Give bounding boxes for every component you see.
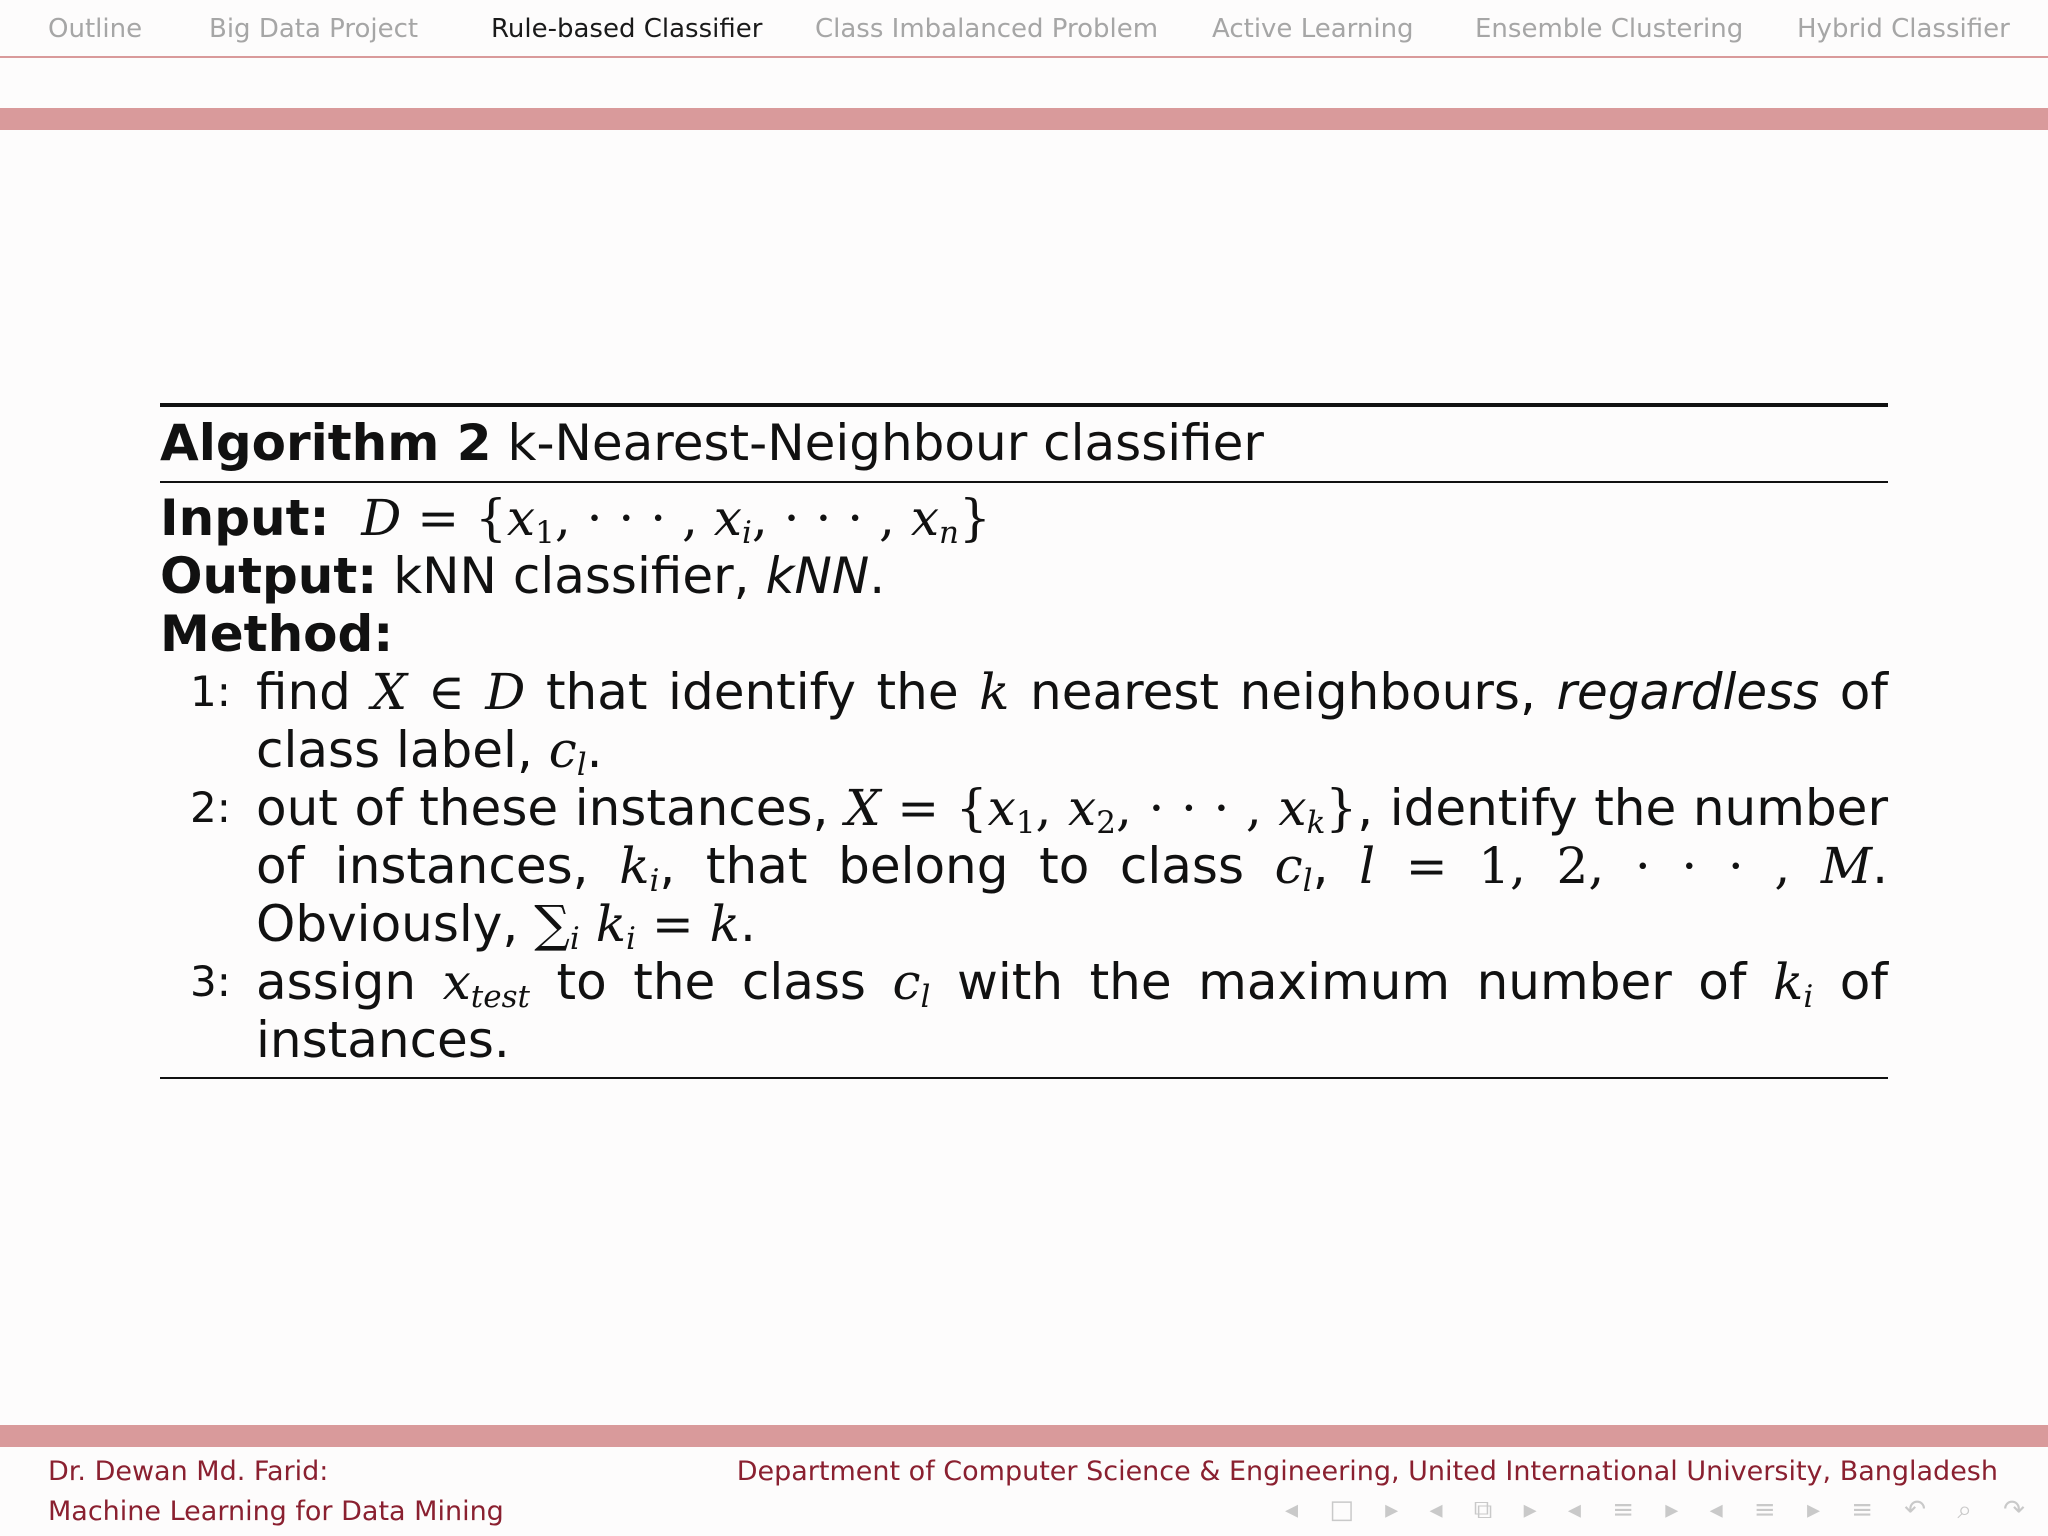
search-icon[interactable]: ⌕	[1957, 1494, 1972, 1525]
step-number-3: 3:	[190, 957, 231, 1006]
next-arrow-icon[interactable]: ▸	[1385, 1495, 1399, 1525]
nav-item-hybrid-classifier[interactable]: Hybrid Classifier	[1797, 14, 2010, 44]
next-arrow-icon[interactable]: ▸	[1523, 1495, 1537, 1525]
method-label: Method:	[160, 605, 394, 663]
output-var: kNN	[765, 547, 870, 605]
step-2: 2: out of these instances, $X = \{x_1$, $x_2$, · · · , $x_k$}, identify the number of instances, $k_i$, that belong to class $c_l$, l = 1, 2, · · · , M. Obviously, $\sum_i$ $k_i = k$.	[190, 779, 1888, 957]
next-arrow-icon[interactable]: ▸	[1665, 1495, 1679, 1525]
input-line: Input: $D = \{x_1$, · · · , $x_i$, · · · , $x_n$}	[160, 489, 991, 551]
beamer-navigation-controls	[1285, 1494, 2025, 1526]
undo-icon[interactable]: ↶	[1904, 1495, 1927, 1525]
algorithm-name: k-Nearest-Neighbour classifier	[507, 414, 1264, 472]
output-label: Output:	[160, 547, 378, 605]
outline-icon[interactable]: ≡	[1851, 1495, 1874, 1525]
section-navigation	[0, 0, 2048, 58]
prev-arrow-icon[interactable]: ◂	[1709, 1495, 1723, 1525]
algorithm-box	[160, 403, 1888, 1079]
header-band	[0, 108, 2048, 130]
algorithm-title	[160, 407, 1888, 483]
algorithm-body	[160, 483, 1888, 1077]
step-number-2: 2:	[190, 783, 231, 832]
step-1: 1: find X ∈ D that identify the k nearest neighbours, regardless of class label, $c_l$.	[190, 663, 1888, 783]
prev-arrow-icon[interactable]: ◂	[1429, 1495, 1443, 1525]
nav-item-big-data-project[interactable]: Big Data Project	[209, 14, 419, 44]
input-formula: D	[361, 489, 402, 547]
output-text: kNN classifier,	[393, 547, 750, 605]
frame-icon[interactable]: □	[1329, 1495, 1354, 1525]
footer-author: Dr. Dewan Md. Farid:	[48, 1456, 329, 1487]
input-label: Input:	[160, 489, 330, 547]
nav-item-class-imbalanced-problem[interactable]: Class Imbalanced Problem	[815, 14, 1159, 44]
next-arrow-icon[interactable]: ▸	[1806, 1495, 1820, 1525]
nav-item-active-learning[interactable]: Active Learning	[1212, 14, 1414, 44]
output-line: Output: kNN classifier, kNN.	[160, 547, 886, 605]
algorithm-label: Algorithm 2	[160, 414, 492, 472]
section-icon[interactable]: ≡	[1612, 1495, 1635, 1525]
nav-item-rule-based-classifier[interactable]: Rule-based Classifier	[491, 14, 763, 44]
subsection-icon[interactable]: ⧉	[1473, 1494, 1493, 1525]
step-number-1: 1:	[190, 667, 231, 716]
prev-arrow-icon[interactable]: ◂	[1567, 1495, 1581, 1525]
nav-item-ensemble-clustering[interactable]: Ensemble Clustering	[1475, 14, 1744, 44]
document-icon[interactable]: ≡	[1753, 1495, 1776, 1525]
step-3: 3: assign $x_{test}$ to the class $c_l$ with the maximum number of $k_i$ of instances.	[190, 953, 1888, 1069]
footer-department: Department of Computer Science & Engineering, United International University, Bangladesh	[736, 1456, 1998, 1487]
redo-icon[interactable]: ↷	[2003, 1495, 2025, 1525]
prev-arrow-icon[interactable]: ◂	[1285, 1495, 1299, 1525]
footer-course: Machine Learning for Data Mining	[48, 1496, 504, 1527]
method-line	[160, 605, 1888, 663]
nav-item-outline[interactable]: Outline	[48, 14, 143, 44]
footer-band	[0, 1425, 2048, 1447]
